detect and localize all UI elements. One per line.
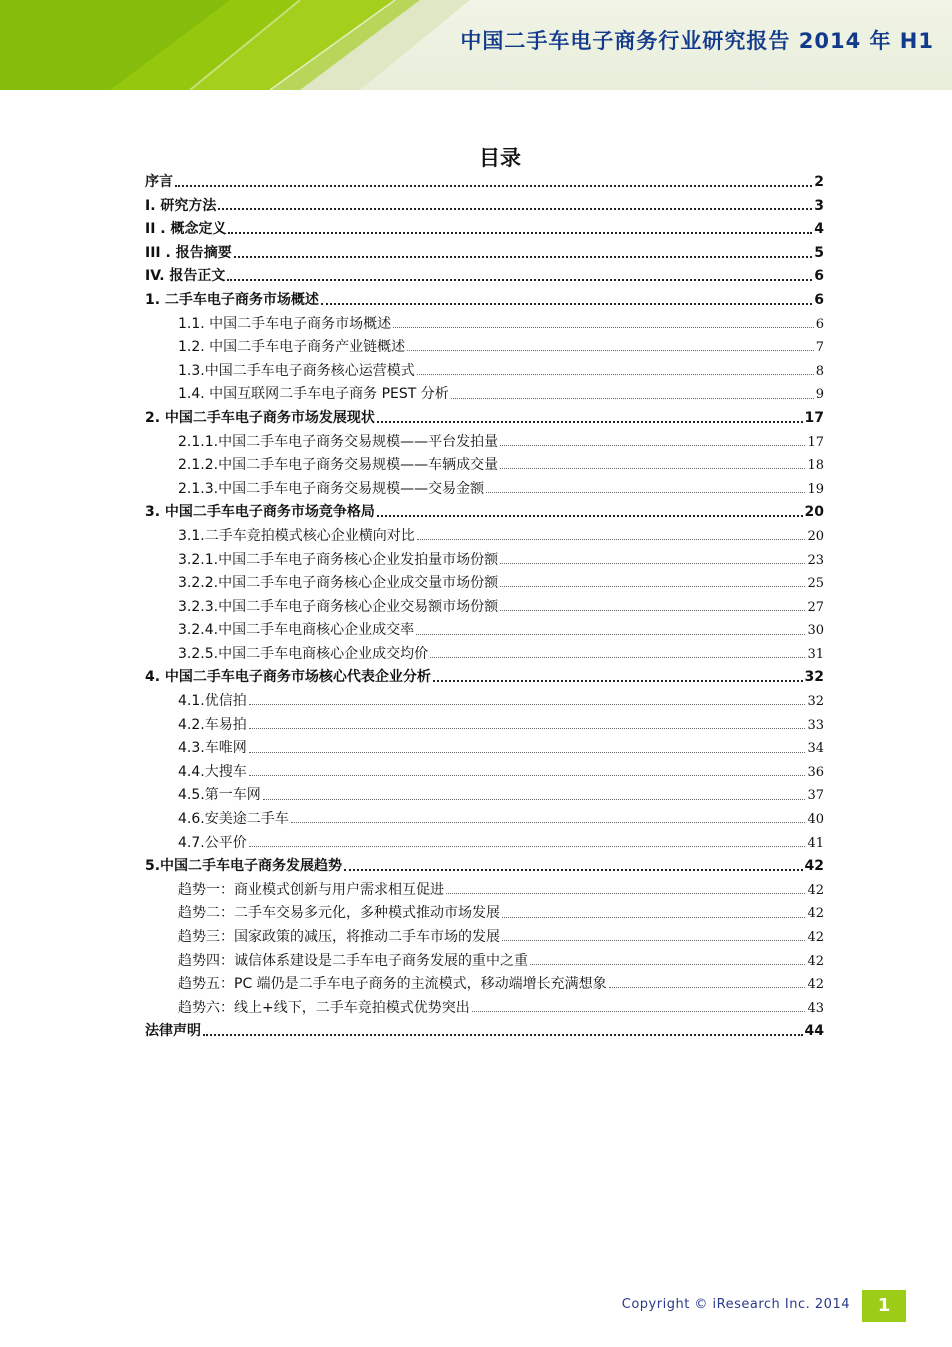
toc-entry-title: 4.5.第一车网 <box>178 787 261 804</box>
toc-entry-page: 40 <box>807 812 824 828</box>
toc-entry-title: 1.4. 中国互联网二手车电子商务 PEST 分析 <box>178 386 449 403</box>
toc-dot-leader <box>502 917 805 918</box>
toc-entry-title: 5.中国二手车电子商务发展趋势 <box>145 858 343 875</box>
toc-entry-page: 32 <box>804 669 824 686</box>
toc-entry-page: 42 <box>807 953 824 969</box>
toc-subsection-entry[interactable] <box>145 549 824 573</box>
toc-dot-leader <box>502 940 805 941</box>
toc-dot-leader <box>377 421 803 423</box>
toc-entry-title: 序言 <box>145 174 173 190</box>
toc-subsection-entry[interactable] <box>145 619 824 643</box>
toc-dot-leader <box>500 563 805 564</box>
toc-entry-title: 趋势一：商业模式创新与用户需求相互促进 <box>178 881 444 898</box>
toc-entry-title: 3. 中国二手车电子商务市场竞争格局 <box>145 504 375 521</box>
toc-dot-leader <box>377 515 803 517</box>
toc-entry-page: 5 <box>814 244 824 261</box>
toc-subsection-entry[interactable] <box>145 690 824 714</box>
toc-entry-title: 3.2.1.中国二手车电子商务核心企业发拍量市场份额 <box>178 551 499 568</box>
toc-entry-title: 2.1.1.中国二手车电子商务交易规模——平台发拍量 <box>178 433 499 450</box>
toc-subsection-entry[interactable] <box>145 596 824 620</box>
toc-entry-page: 7 <box>815 340 824 356</box>
toc-entry-title: 趋势六：线上+线下，二手车竞拍模式优势突出 <box>178 999 470 1016</box>
toc-section-entry[interactable] <box>145 501 824 525</box>
toc-section-entry[interactable] <box>145 195 824 219</box>
toc-entry-page: 42 <box>807 930 824 945</box>
toc-entry-page: 37 <box>807 788 824 804</box>
toc-entry-title: 4.1.优信拍 <box>178 693 247 710</box>
toc-entry-page: 27 <box>807 599 824 615</box>
toc-subsection-entry[interactable] <box>145 360 824 384</box>
toc-subsection-entry[interactable] <box>145 879 824 903</box>
table-of-contents <box>145 171 824 1044</box>
toc-dot-leader <box>228 232 812 234</box>
toc-entry-page: 20 <box>807 528 824 544</box>
toc-entry-title: 3.2.2.中国二手车电子商务核心企业成交量市场份额 <box>178 575 499 592</box>
toc-dot-leader <box>218 208 812 210</box>
toc-dot-leader <box>321 303 812 305</box>
toc-dot-leader <box>500 610 805 611</box>
toc-entry-page: 2 <box>814 174 824 190</box>
toc-section-entry[interactable] <box>145 407 824 431</box>
toc-dot-leader <box>291 822 806 823</box>
toc-dot-leader <box>249 846 806 847</box>
toc-subsection-entry[interactable] <box>145 761 824 785</box>
toc-entry-title: 3.2.5.中国二手车电商核心企业成交均价 <box>178 645 429 662</box>
toc-subsection-entry[interactable] <box>145 808 824 832</box>
toc-dot-leader <box>407 350 814 351</box>
toc-subsection-entry[interactable] <box>145 454 824 478</box>
toc-entry-title: 1. 二手车电子商务市场概述 <box>145 291 319 308</box>
toc-dot-leader <box>486 492 805 493</box>
toc-subsection-entry[interactable] <box>145 643 824 667</box>
toc-entry-title: 4.2.车易拍 <box>178 716 247 733</box>
toc-entry-title: 4.3.车唯网 <box>178 740 247 757</box>
toc-heading: 目录 <box>479 146 521 170</box>
toc-dot-leader <box>227 279 812 281</box>
toc-dot-leader <box>234 256 813 258</box>
toc-entry-page: 42 <box>807 977 824 993</box>
toc-dot-leader <box>416 634 805 635</box>
copyright-notice: Copyright © iResearch Inc. 2014 <box>621 1297 850 1312</box>
toc-entry-title: 趋势四：诚信体系建设是二手车电子商务发展的重中之重 <box>178 952 528 969</box>
toc-entry-page: 25 <box>807 576 824 592</box>
toc-entry-page: 30 <box>807 623 824 639</box>
toc-section-entry[interactable] <box>145 855 824 879</box>
toc-subsection-entry[interactable] <box>145 973 824 997</box>
toc-entry-page: 8 <box>815 363 824 379</box>
toc-subsection-entry[interactable] <box>145 431 824 455</box>
toc-subsection-entry[interactable] <box>145 383 824 407</box>
toc-section-entry[interactable] <box>145 242 824 266</box>
toc-section-entry[interactable] <box>145 171 824 195</box>
page-number-badge: 1 <box>862 1290 906 1322</box>
toc-dot-leader <box>446 893 805 894</box>
toc-subsection-entry[interactable] <box>145 525 824 549</box>
toc-entry-title: 1.3.中国二手车电子商务核心运营模式 <box>178 362 415 379</box>
toc-entry-page: 34 <box>807 741 824 757</box>
toc-entry-title: II . 概念定义 <box>145 221 227 238</box>
toc-entry-page: 32 <box>807 694 824 710</box>
toc-entry-page: 17 <box>807 434 824 450</box>
toc-entry-page: 6 <box>814 268 824 285</box>
toc-dot-leader <box>175 185 812 187</box>
toc-dot-leader <box>249 775 806 776</box>
toc-entry-title: III . 报告摘要 <box>145 244 232 261</box>
toc-subsection-entry[interactable] <box>145 714 824 738</box>
toc-section-entry[interactable] <box>145 289 824 313</box>
toc-entry-page: 17 <box>804 409 824 426</box>
toc-entry-page: 20 <box>804 504 824 521</box>
toc-section-entry[interactable] <box>145 666 824 690</box>
toc-dot-leader <box>433 680 803 682</box>
toc-entry-page: 41 <box>807 835 824 851</box>
toc-entry-title: 2.1.3.中国二手车电子商务交易规模——交易金额 <box>178 480 485 497</box>
toc-subsection-entry[interactable] <box>145 832 824 856</box>
toc-section-entry[interactable] <box>145 218 824 242</box>
toc-entry-title: 趋势五：PC 端仍是二手车电子商务的主流模式，移动端增长充满想象 <box>178 976 607 993</box>
toc-entry-page: 44 <box>804 1023 824 1040</box>
toc-dot-leader <box>417 539 806 540</box>
toc-entry-page: 6 <box>815 316 824 332</box>
toc-entry-title: 2. 中国二手车电子商务市场发展现状 <box>145 409 375 426</box>
toc-subsection-entry[interactable] <box>145 478 824 502</box>
toc-entry-title: 4. 中国二手车电子商务市场核心代表企业分析 <box>145 669 431 686</box>
toc-entry-page: 36 <box>807 764 824 780</box>
toc-entry-page: 31 <box>807 646 824 662</box>
toc-entry-title: 4.7.公平价 <box>178 834 247 851</box>
toc-subsection-entry[interactable] <box>145 737 824 761</box>
toc-subsection-entry[interactable] <box>145 997 824 1021</box>
toc-entry-title: IV. 报告正文 <box>145 268 226 285</box>
toc-entry-page: 42 <box>807 906 824 922</box>
toc-entry-title: 趋势二：二手车交易多元化，多种模式推动市场发展 <box>178 905 500 922</box>
toc-entry-page: 18 <box>807 458 824 474</box>
toc-dot-leader <box>500 445 805 446</box>
toc-entry-title: 1.2. 中国二手车电子商务产业链概述 <box>178 339 406 356</box>
toc-section-entry[interactable] <box>145 1020 824 1044</box>
toc-entry-title: 1.1. 中国二手车电子商务市场概述 <box>178 315 392 332</box>
toc-dot-leader <box>500 468 805 469</box>
toc-entry-title: 3.2.4.中国二手车电商核心企业成交率 <box>178 622 415 639</box>
toc-entry-title: 3.2.3.中国二手车电子商务核心企业交易额市场份额 <box>178 598 499 615</box>
toc-dot-leader <box>249 752 806 753</box>
toc-dot-leader <box>472 1011 806 1012</box>
toc-dot-leader <box>430 657 805 658</box>
toc-subsection-entry[interactable] <box>145 313 824 337</box>
toc-dot-leader <box>417 374 814 375</box>
toc-entry-title: 2.1.2.中国二手车电子商务交易规模——车辆成交量 <box>178 457 499 474</box>
toc-subsection-entry[interactable] <box>145 572 824 596</box>
toc-entry-page: 3 <box>814 197 824 214</box>
toc-dot-leader <box>530 964 805 965</box>
toc-entry-page: 42 <box>807 882 824 898</box>
report-title: 中国二手车电子商务行业研究报告 2014 年 H1 <box>460 29 934 53</box>
toc-entry-page: 6 <box>814 291 824 308</box>
toc-subsection-entry[interactable] <box>145 784 824 808</box>
toc-subsection-entry[interactable] <box>145 902 824 926</box>
toc-entry-page: 42 <box>804 858 824 875</box>
toc-dot-leader <box>203 1034 803 1036</box>
toc-entry-title: 3.1.二手车竞拍模式核心企业横向对比 <box>178 527 415 544</box>
toc-entry-page: 4 <box>814 221 824 238</box>
toc-subsection-entry[interactable] <box>145 926 824 950</box>
toc-dot-leader <box>344 869 802 871</box>
toc-dot-leader <box>263 799 806 800</box>
toc-dot-leader <box>249 728 806 729</box>
toc-entry-title: I. 研究方法 <box>145 197 217 214</box>
toc-dot-leader <box>500 586 805 587</box>
toc-entry-title: 4.4.大搜车 <box>178 763 247 780</box>
toc-entry-title: 法律声明 <box>145 1023 201 1040</box>
toc-dot-leader <box>249 704 806 705</box>
toc-entry-title: 趋势三：国家政策的减压，将推动二手车市场的发展 <box>178 929 500 945</box>
toc-subsection-entry[interactable] <box>145 336 824 360</box>
toc-entry-page: 43 <box>807 1000 824 1016</box>
toc-entry-page: 33 <box>807 717 824 733</box>
toc-entry-page: 9 <box>815 387 824 403</box>
toc-entry-page: 19 <box>807 481 824 497</box>
toc-dot-leader <box>609 987 806 988</box>
toc-section-entry[interactable] <box>145 265 824 289</box>
toc-dot-leader <box>393 327 814 328</box>
toc-subsection-entry[interactable] <box>145 950 824 974</box>
toc-entry-title: 4.6.安美途二手车 <box>178 811 289 828</box>
toc-dot-leader <box>451 398 814 399</box>
toc-entry-page: 23 <box>807 552 824 568</box>
